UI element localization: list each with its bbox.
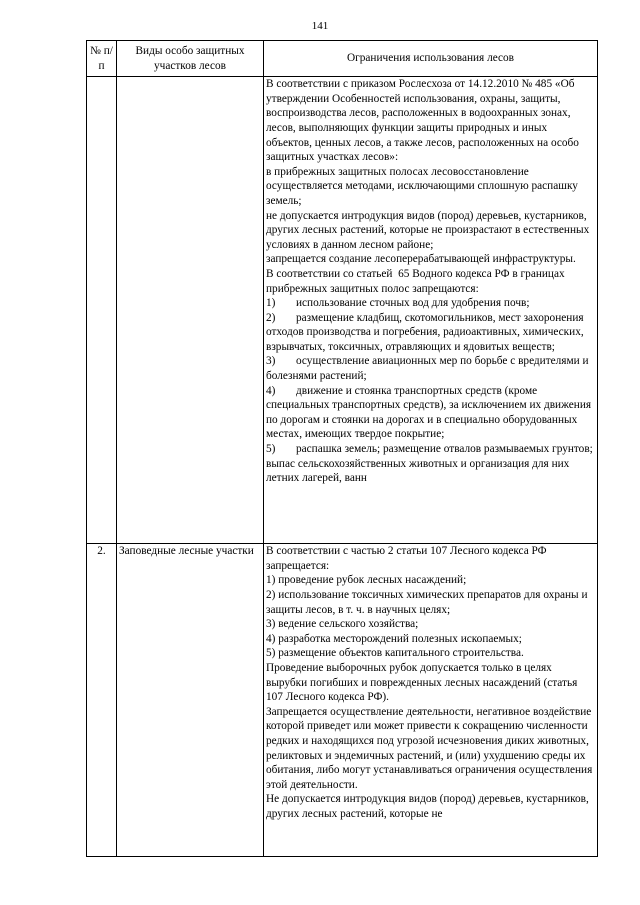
list-item-number: 3) [266,355,276,368]
restriction-paragraph: Не допускается интродукция видов (пород) деревьев, кустарников, других лесных растений, которые не [266,793,592,820]
list-item-text: распашка земель; размещение отвалов размываемых грунтов; выпас сельскохозяйственных животных и организация для них летних лагерей, ванн [266,443,593,485]
restriction-list-item [266,384,595,442]
list-item-number: 2) [266,311,276,324]
restriction-paragraph: 4) разработка месторождений полезных ископаемых; [266,632,522,645]
row-number [87,77,117,544]
list-item-number: 1) [266,297,276,310]
header-number: № п/п [87,41,117,77]
list-item-number: 4) [266,384,276,397]
restriction-paragraph: 5) размещение объектов капитального строительства. [266,647,524,660]
restriction-paragraph: В соответствии с приказом Рослесхоза от 14.12.2010 № 485 «Об утверждении Особенностей использования, охраны, защиты, воспроизводства лесов, расположенных в водоохранных зонах, лесов, выполняющих функции защиты природных и иных объектов, ценных лесов, а также лесов, расположенных на особо защитных участках лесов»: [266,78,582,164]
table-row [87,77,598,544]
restriction-paragraph: запрещается создание лесоперерабатывающей инфраструктуры. [266,253,576,266]
restriction-paragraph: 2) использование токсичных химических препаратов для охраны и защиты лесов, в т. ч. в научных целях; [266,588,591,616]
restrictions-table [86,40,598,857]
list-item-text: осуществление авиационных мер по борьбе с вредителями и болезнями растений; [266,355,589,383]
restriction-paragraph: 1) проведение рубок лесных насаждений; [266,574,467,587]
row-restrictions [264,77,598,544]
table-header-row [87,41,598,77]
header-restrictions: Ограничения использования лесов [264,41,598,77]
table-row [87,544,598,857]
header-area-type: Виды особо защитных участков лесов [117,41,264,77]
restriction-list-item [266,354,595,383]
row-restrictions [264,544,598,857]
restriction-list-item [266,311,595,355]
row-area-type [117,77,264,544]
list-item-text: размещение кладбищ, скотомогильников, мест захоронения отходов производства и погребения, радиоактивных, химических, взрывчатых, токсичных, отравляющих и ядовитых веществ; [266,311,584,353]
list-item-number: 5) [266,443,276,456]
restriction-list-item [266,442,595,486]
restriction-paragraph: Запрещается осуществление деятельности, негативное воздействие которой приведет или может привести к сокращению численности редких и находящихся под угрозой исчезновения диких животных, реликтовых и эндемичных растений, и (или) ухудшению среды их обитания, либо могут устанавливаться ограничения осуществления этой деятельности. [266,705,596,791]
restriction-paragraph: В соответствии со статьей 65 Водного кодекса РФ в границах прибрежных защитных полос запрещаются: [266,267,568,295]
restriction-paragraph: в прибрежных защитных полосах лесовосстановление осуществляется методами, исключающими сплошную распашку земель; [266,165,581,207]
list-item-text: движение и стоянка транспортных средств (кроме специальных транспортных средств), за исключением их движения по дорогам и стоянки на дорогах и в специально оборудованных местах, имеющих твердое покрытие; [266,384,592,441]
row-number: 2. [87,544,117,857]
list-item-text: использование сточных вод для удобрения почв; [296,297,530,310]
restriction-paragraph: Проведение выборочных рубок допускается только в целях вырубки погибших и поврежденных лесных насаждений (статья 107 Лесного кодекса РФ). [266,661,581,704]
page-number: 141 [311,20,329,32]
restriction-list-item [266,296,595,311]
restriction-paragraph: не допускается интродукция видов (пород) деревьев, кустарников, других лесных растений, которые не произрастают в естественных условиях в данном лесном районе; [266,209,593,251]
restriction-paragraph: В соответствии с частью 2 статьи 107 Лесного кодекса РФ запрещается: [266,545,550,572]
row-area-type: Заповедные лесные участки [117,544,264,857]
restriction-paragraph: 3) ведение сельского хозяйства; [266,618,419,631]
